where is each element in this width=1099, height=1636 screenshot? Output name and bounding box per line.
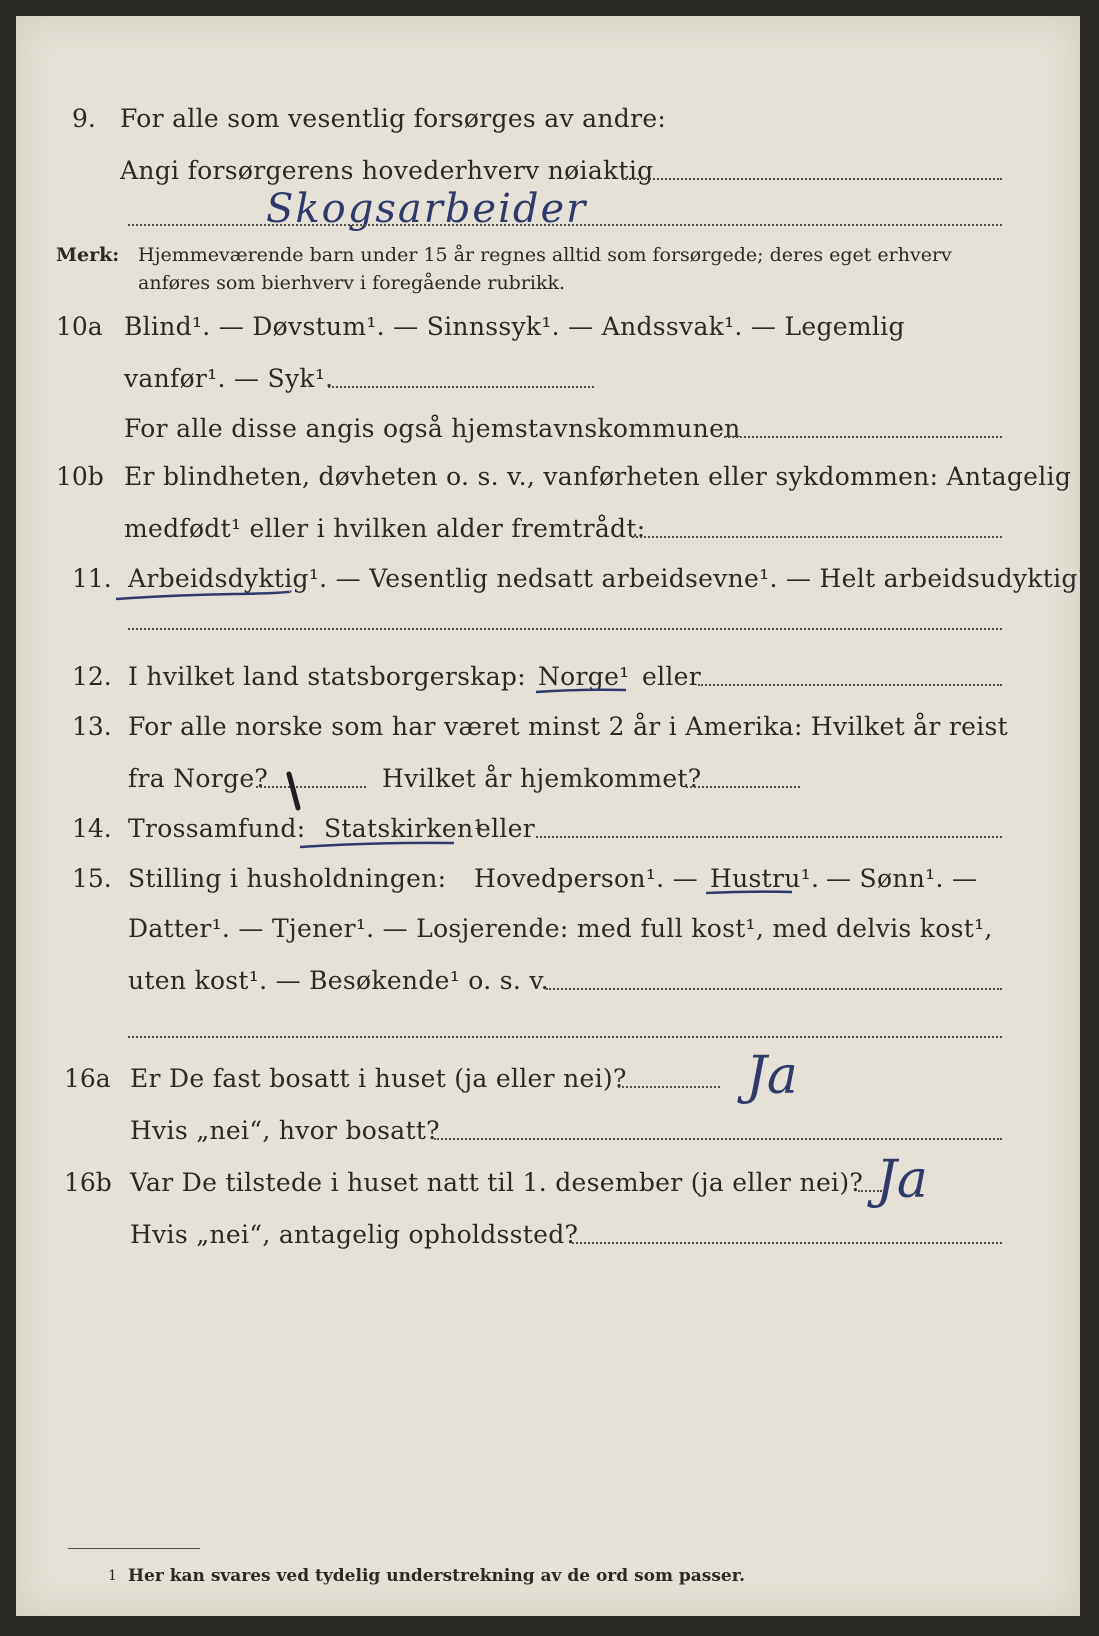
q9-number: 9. — [72, 104, 96, 133]
q16b-line1: Var De tilstede i huset natt til 1. desember (ja eller nei)? — [130, 1168, 864, 1197]
q10a-syk-line — [328, 386, 594, 388]
q12-eller: eller — [642, 662, 702, 691]
q16a-line2: Hvis „nei“, hvor bosatt? — [130, 1116, 440, 1145]
q15-line1b: Hovedperson¹. — — [474, 864, 698, 893]
q9-answer-line-1 — [622, 178, 1002, 180]
q14-number: 14. — [72, 814, 112, 843]
q15-answer-line-2 — [128, 1036, 1002, 1038]
q16a-bosatt-line — [434, 1138, 1002, 1140]
merk-line2: anføres som bierhverv i foregående rubrikk. — [138, 272, 566, 294]
q9-line1: For alle som vesentlig forsørges av andre: — [120, 104, 667, 133]
q10b-line2: medfødt¹ eller i hvilken alder fremtrådt: — [124, 514, 646, 543]
q9-answer-line-2 — [128, 224, 1002, 226]
footnote-mark: 1 — [108, 1568, 117, 1584]
q15-hustru: Hustru¹. — [710, 864, 820, 893]
q13-line2b: Hvilket år hjemkommet? — [382, 764, 702, 793]
census-form-page — [16, 16, 1097, 1616]
merk-line1: Hjemmeværende barn under 15 år regnes alltid som forsørgede; deres eget erhverv — [138, 244, 952, 266]
q14-prefix: Trossamfund: — [128, 814, 306, 843]
q12-number: 12. — [72, 662, 112, 691]
footnote-rule — [68, 1548, 200, 1549]
q14-statskirken: Statskirken¹ — [324, 814, 484, 843]
q16a-line1: Er De fast bosatt i huset (ja eller nei)? — [130, 1064, 627, 1093]
footnote-text: Her kan svares ved tydelig understrekning av de ord som passer. — [128, 1566, 746, 1586]
q15-underline-hustru — [704, 888, 794, 898]
q15-line3: uten kost¹. — Besøkende¹ o. s. v. — [128, 966, 550, 995]
q16b-number: 16b — [64, 1168, 112, 1197]
q9-line2: Angi forsørgerens hovederhverv nøiaktig — [120, 156, 654, 185]
q16b-opholdssted-line — [572, 1242, 1002, 1244]
q11-line1: Arbeidsdyktig¹. — Vesentlig nedsatt arbeidsevne¹. — Helt arbeidsudyktig¹. — [128, 564, 1097, 593]
q10a-line1: Blind¹. — Døvstum¹. — Sinnssyk¹. — Andssvak¹. — Legemlig — [124, 312, 905, 341]
q12-prefix: I hvilket land statsborgerskap: — [128, 662, 526, 691]
merk-label: Merk: — [56, 244, 120, 266]
q9-handwritten-answer: Skogsarbeider — [266, 186, 588, 232]
q13-ink-mark — [284, 770, 304, 814]
q10a-number: 10a — [56, 312, 103, 341]
q12-answer-line — [698, 684, 1002, 686]
q13-hjemkommet-line — [686, 786, 800, 788]
q11-answer-line — [128, 628, 1002, 630]
q15-line1a: Stilling i husholdningen: — [128, 864, 447, 893]
q15-number: 15. — [72, 864, 112, 893]
q13-reist-line — [256, 786, 366, 788]
q10b-line1: Er blindheten, døvheten o. s. v., vanførheten eller sykdommen: Antagelig — [124, 462, 1072, 491]
q16b-handwritten-answer: Ja — [876, 1150, 928, 1210]
q15-line1c: — Sønn¹. — — [826, 864, 978, 893]
q13-line2a: fra Norge? — [128, 764, 269, 793]
q10b-alder-line — [632, 536, 1002, 538]
q14-underline-statskirken — [298, 838, 458, 852]
q15-line2: Datter¹. — Tjener¹. — Losjerende: med full kost¹, med delvis kost¹, — [128, 914, 993, 943]
q10a-line2: vanfør¹. — Syk¹. — [124, 364, 334, 393]
q16a-handwritten-answer: Ja — [746, 1046, 798, 1106]
q16a-number: 16a — [64, 1064, 111, 1093]
q14-answer-line — [536, 836, 1002, 838]
q10a-line3: For alle disse angis også hjemstavnskommunen — [124, 414, 741, 443]
q10a-kommune-line — [724, 436, 1002, 438]
q16a-answer-line — [618, 1086, 720, 1088]
q14-eller: eller — [476, 814, 536, 843]
q15-answer-line-1 — [546, 988, 1002, 990]
q12-norge: Norge¹ — [538, 662, 630, 691]
q11-underline-arbeidsdyktig — [114, 588, 294, 604]
q10b-number: 10b — [56, 462, 104, 491]
q12-underline-norge — [534, 686, 628, 696]
q13-number: 13. — [72, 712, 112, 741]
q11-number: 11. — [72, 564, 112, 593]
q16b-line2: Hvis „nei“, antagelig opholdssted? — [130, 1220, 579, 1249]
q13-line1: For alle norske som har været minst 2 år i Amerika: Hvilket år reist — [128, 712, 1009, 741]
